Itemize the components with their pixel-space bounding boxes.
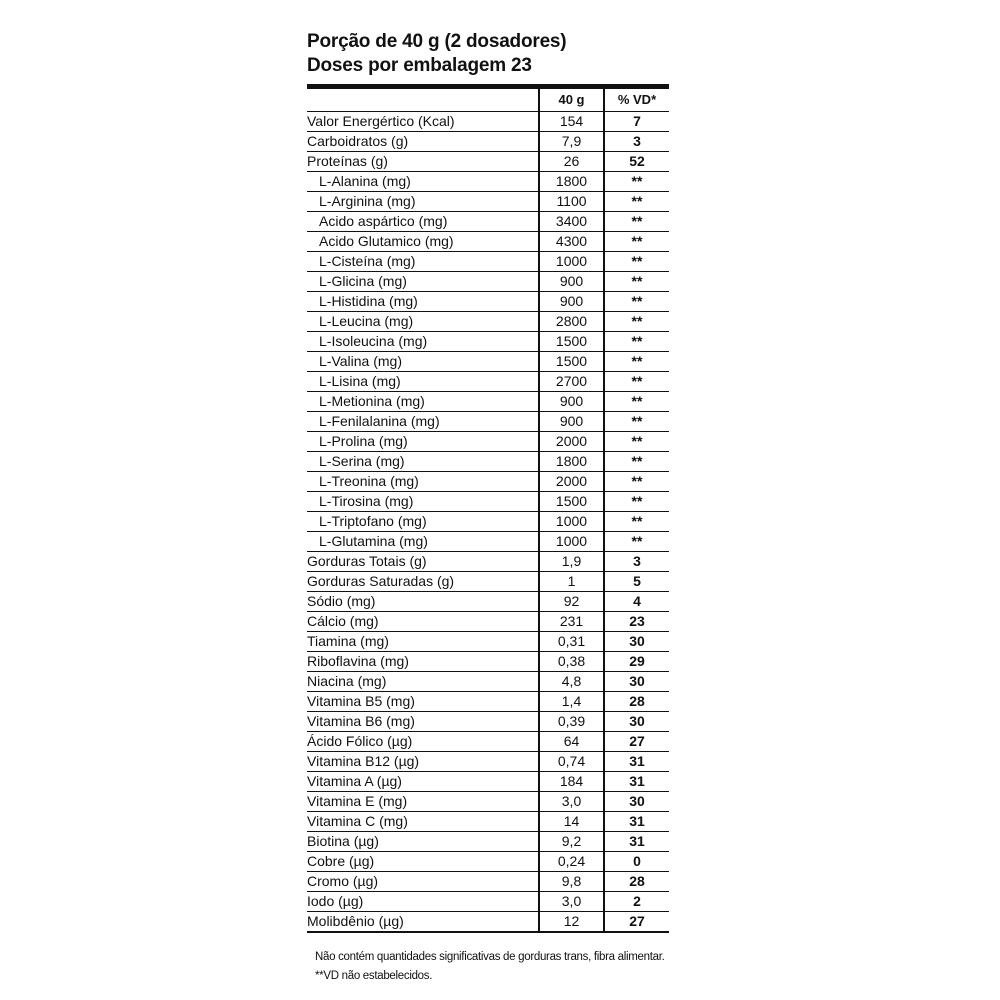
table-row [307,112,669,132]
nutrient-name-cell: Vitamina A (µg) [307,772,539,792]
nutrient-value-cell: 1 [539,572,604,592]
table-row [307,472,669,492]
nutrient-value-cell: 3400 [539,212,604,232]
nutrient-vd-cell: 3 [604,132,669,152]
nutrient-name-cell: Vitamina B12 (µg) [307,752,539,772]
nutrient-name-cell: L-Lisina (mg) [307,372,539,392]
nutrient-vd-cell: 27 [604,912,669,933]
nutrient-name-cell: Cálcio (mg) [307,612,539,632]
nutrient-name-cell: Cobre (µg) [307,852,539,872]
table-row [307,692,669,712]
nutrient-name-cell: L-Glutamina (mg) [307,532,539,552]
table-row [307,292,669,312]
nutrient-value-cell: 26 [539,152,604,172]
nutrient-name-cell: Proteínas (g) [307,152,539,172]
nutrient-vd-cell: 31 [604,752,669,772]
nutrient-value-cell: 3,0 [539,892,604,912]
nutrient-vd-cell: ** [604,192,669,212]
nutrient-vd-cell: 30 [604,672,669,692]
nutrient-vd-cell: ** [604,432,669,452]
table-row [307,412,669,432]
table-row [307,752,669,772]
nutrient-value-cell: 184 [539,772,604,792]
table-row [307,452,669,472]
nutrient-vd-cell: 7 [604,112,669,132]
nutrient-vd-cell: ** [604,172,669,192]
table-row [307,272,669,292]
table-row [307,552,669,572]
table-row [307,872,669,892]
nutrient-value-cell: 64 [539,732,604,752]
table-row [307,312,669,332]
nutrient-vd-cell: 2 [604,892,669,912]
nutrient-value-cell: 1000 [539,252,604,272]
table-row [307,812,669,832]
nutrient-vd-cell: ** [604,252,669,272]
nutrient-name-cell: L-Leucina (mg) [307,312,539,332]
nutrient-name-cell: Valor Energértico (Kcal) [307,112,539,132]
nutrient-vd-cell: ** [604,332,669,352]
table-row [307,372,669,392]
nutrient-name-cell: Acido aspártico (mg) [307,212,539,232]
table-row [307,832,669,852]
table-row [307,852,669,872]
nutrient-name-cell: Carboidratos (g) [307,132,539,152]
nutrient-value-cell: 0,39 [539,712,604,732]
nutrient-name-cell: Iodo (µg) [307,892,539,912]
nutrient-value-cell: 2000 [539,472,604,492]
nutrient-value-cell: 900 [539,272,604,292]
header-name-cell [307,89,539,112]
nutrient-vd-cell: 28 [604,872,669,892]
nutrient-name-cell: L-Glicina (mg) [307,272,539,292]
nutrient-vd-cell: 27 [604,732,669,752]
nutrient-vd-cell: ** [604,512,669,532]
nutrient-name-cell: Vitamina E (mg) [307,792,539,812]
nutrient-vd-cell: ** [604,392,669,412]
nutrient-name-cell: Vitamina C (mg) [307,812,539,832]
nutrient-value-cell: 4,8 [539,672,604,692]
nutrient-value-cell: 1,4 [539,692,604,712]
nutrient-value-cell: 1500 [539,332,604,352]
nutrient-value-cell: 1500 [539,492,604,512]
nutrient-vd-cell: 29 [604,652,669,672]
table-row [307,512,669,532]
header-serving-cell: 40 g [539,89,604,112]
table-row [307,532,669,552]
nutrient-name-cell: Ácido Fólico (µg) [307,732,539,752]
footnote-trans-fat: Não contém quantidades significativas de gorduras trans, fibra alimentar. [315,951,665,963]
nutrient-value-cell: 154 [539,112,604,132]
nutrient-value-cell: 1800 [539,452,604,472]
nutrient-name-cell: L-Serina (mg) [307,452,539,472]
nutrient-value-cell: 0,38 [539,652,604,672]
table-row [307,212,669,232]
nutrient-vd-cell: ** [604,472,669,492]
nutrient-vd-cell: 28 [604,692,669,712]
nutrient-value-cell: 1500 [539,352,604,372]
nutrient-vd-cell: ** [604,292,669,312]
nutrient-name-cell: Molibdênio (µg) [307,912,539,933]
nutrient-name-cell: Vitamina B6 (mg) [307,712,539,732]
nutrient-value-cell: 3,0 [539,792,604,812]
nutrient-value-cell: 7,9 [539,132,604,152]
table-row [307,132,669,152]
nutrient-name-cell: Gorduras Totais (g) [307,552,539,572]
table-row [307,352,669,372]
table-row [307,572,669,592]
nutrient-value-cell: 14 [539,812,604,832]
nutrient-value-cell: 231 [539,612,604,632]
nutrient-vd-cell: 4 [604,592,669,612]
nutrient-vd-cell: ** [604,352,669,372]
nutrient-vd-cell: 31 [604,812,669,832]
nutrient-value-cell: 92 [539,592,604,612]
nutrient-value-cell: 9,2 [539,832,604,852]
footnote-vd: **VD não estabelecidos. [315,970,433,982]
nutrient-name-cell: Cromo (µg) [307,872,539,892]
nutrient-name-cell: Sódio (mg) [307,592,539,612]
nutrient-vd-cell: ** [604,212,669,232]
nutrient-name-cell: L-Triptofano (mg) [307,512,539,532]
nutrient-name-cell: Gorduras Saturadas (g) [307,572,539,592]
nutrient-vd-cell: ** [604,412,669,432]
nutrient-name-cell: L-Treonina (mg) [307,472,539,492]
nutrient-vd-cell: ** [604,452,669,472]
table-row [307,172,669,192]
table-row [307,772,669,792]
serving-size-title: Porção de 40 g (2 dosadores) [307,31,567,52]
nutrient-value-cell: 0,74 [539,752,604,772]
nutrient-vd-cell: 52 [604,152,669,172]
nutrient-value-cell: 1800 [539,172,604,192]
nutrient-vd-cell: 30 [604,712,669,732]
nutrient-name-cell: L-Arginina (mg) [307,192,539,212]
nutrition-facts-panel [307,30,669,933]
nutrient-name-cell: L-Fenilalanina (mg) [307,412,539,432]
table-header-row [307,89,669,112]
table-row [307,792,669,812]
nutrient-value-cell: 12 [539,912,604,933]
table-row [307,892,669,912]
nutrient-vd-cell: 3 [604,552,669,572]
nutrient-value-cell: 2000 [539,432,604,452]
nutrient-vd-cell: 23 [604,612,669,632]
nutrient-vd-cell: ** [604,312,669,332]
nutrient-value-cell: 9,8 [539,872,604,892]
table-row [307,492,669,512]
nutrient-value-cell: 1000 [539,512,604,532]
nutrient-name-cell: L-Cisteína (mg) [307,252,539,272]
nutrient-value-cell: 0,31 [539,632,604,652]
table-row [307,192,669,212]
nutrition-table [307,89,669,933]
nutrient-vd-cell: 0 [604,852,669,872]
nutrient-value-cell: 900 [539,292,604,312]
nutrient-name-cell: L-Tirosina (mg) [307,492,539,512]
nutrient-value-cell: 0,24 [539,852,604,872]
nutrient-value-cell: 2800 [539,312,604,332]
table-row [307,632,669,652]
table-row [307,432,669,452]
nutrient-vd-cell: 5 [604,572,669,592]
nutrient-name-cell: Biotina (µg) [307,832,539,852]
nutrient-vd-cell: 31 [604,772,669,792]
nutrient-value-cell: 900 [539,392,604,412]
table-row [307,152,669,172]
nutrient-value-cell: 1,9 [539,552,604,572]
nutrient-name-cell: L-Valina (mg) [307,352,539,372]
nutrient-vd-cell: ** [604,232,669,252]
table-row [307,712,669,732]
nutrient-value-cell: 900 [539,412,604,432]
table-row [307,912,669,933]
nutrient-name-cell: L-Metionina (mg) [307,392,539,412]
nutrient-vd-cell: 31 [604,832,669,852]
nutrient-name-cell: L-Isoleucina (mg) [307,332,539,352]
nutrient-value-cell: 1000 [539,532,604,552]
table-row [307,392,669,412]
table-row [307,672,669,692]
nutrient-vd-cell: ** [604,492,669,512]
nutrient-vd-cell: 30 [604,792,669,812]
nutrient-name-cell: L-Histidina (mg) [307,292,539,312]
nutrient-value-cell: 4300 [539,232,604,252]
nutrient-name-cell: Tiamina (mg) [307,632,539,652]
footnotes [315,948,665,986]
table-row [307,732,669,752]
nutrient-name-cell: L-Prolina (mg) [307,432,539,452]
table-row [307,252,669,272]
nutrient-vd-cell: ** [604,532,669,552]
nutrient-name-cell: L-Alanina (mg) [307,172,539,192]
doses-per-package-title: Doses por embalagem 23 [307,55,532,76]
nutrient-vd-cell: ** [604,372,669,392]
nutrient-value-cell: 2700 [539,372,604,392]
nutrient-vd-cell: 30 [604,632,669,652]
table-row [307,592,669,612]
table-row [307,612,669,632]
nutrient-name-cell: Niacina (mg) [307,672,539,692]
table-row [307,332,669,352]
nutrient-value-cell: 1100 [539,192,604,212]
nutrient-name-cell: Riboflavina (mg) [307,652,539,672]
nutrient-name-cell: Vitamina B5 (mg) [307,692,539,712]
table-row [307,652,669,672]
table-row [307,232,669,252]
header-vd-cell: % VD* [604,89,669,112]
nutrient-name-cell: Acido Glutamico (mg) [307,232,539,252]
nutrient-vd-cell: ** [604,272,669,292]
